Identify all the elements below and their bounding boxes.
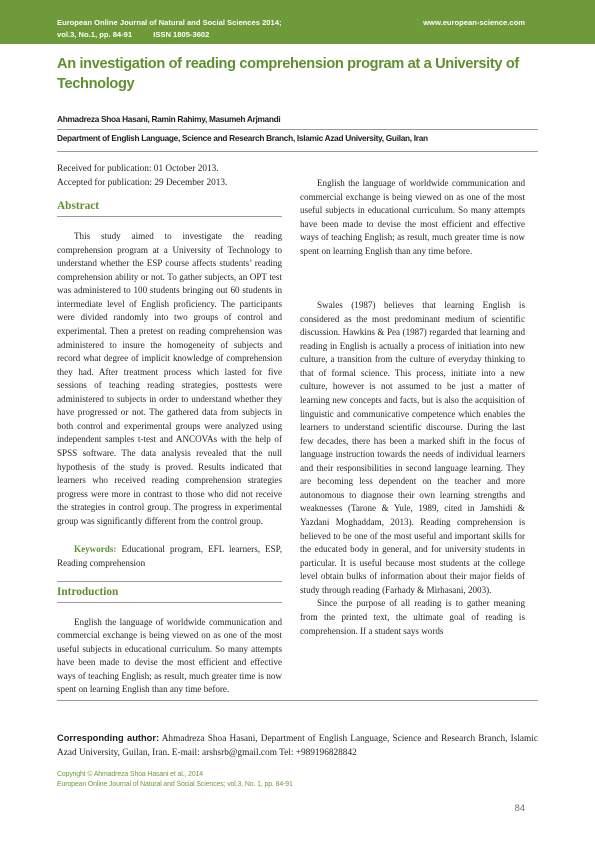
introduction-paragraph-3: Since the purpose of all reading is to gather meaning from the printed text, the ultimate goal of reading is comprehension. If a student says words [300, 598, 525, 636]
copyright-line: Copyright © Ahmadreza Shoa Hasani et al., 2014 [57, 771, 204, 778]
divider [57, 700, 538, 701]
journal-volume-line: vol.3, No.1, pp. 84-91 ISSN 1805-3602 [57, 29, 210, 39]
divider [57, 129, 538, 130]
introduction-p1-left [57, 616, 282, 695]
article-title: An investigation of reading comprehension program at a University of Technology [57, 56, 519, 92]
received-date: Received for publication: 01 October 2013. [57, 164, 219, 174]
introduction-heading: Introduction [57, 585, 119, 598]
introduction-paragraph-1-continued: English the language of worldwide communication and commercial exchange is being viewed on as one of the most useful subjects in educational curriculum. So many attempts have been made to devise the most efficient and effective ways of teaching English; as result, much greater time is now spent on learning English than any time before. [300, 178, 525, 256]
right-column [300, 178, 525, 638]
article-authors: Ahmadreza Shoa Hasani, Ramin Rahimy, Masumeh Arjmandi [57, 114, 281, 124]
divider [57, 602, 282, 603]
journal-website[interactable]: www.european-science.com [423, 18, 525, 27]
corresponding-author-label: Corresponding author: [57, 733, 160, 743]
keywords [57, 543, 282, 570]
abstract-text: This study aimed to investigate the reading comprehension program at a University of Technology to understand whether the ESP course affects students’ reading comprehension ability or not. To gather subjects, an OPT test was administered to 100 students bringing out 60 students in intermediate level of English proficiency. The participants were divided randomly into two groups of control and experimental. Then a pretest on reading comprehension was administered to insure the homogeneity of subjects and record what degree of implicit knowledge of comprehension they had. After treatment process which lasted for five sessions of teaching reading strategies, posttests were administered to subjects in order to understand whether they have progressed or not. The gathered data from subjects in both control and experimental groups were analyzed using independent samples t-test and ANCOVAs with the help of SPSS software. The data analysis revealed that the null hypothesis of the study is proved. Results indicated that learners who received reading comprehension strategies progress were more in contrast to those who did not receive the strategies in control group. The progress in experimental group was significantly different from the control group. [57, 231, 282, 526]
introduction-paragraph-1: English the language of worldwide communication and commercial exchange is being viewed on as one of the most useful subjects in educational curriculum. So many attempts have been made to devise the most efficient and effective ways of teaching English; as result, much greater time is now spent on learning English than any time before. [57, 616, 282, 695]
publication-dates [57, 163, 227, 190]
introduction-p1-right [300, 178, 525, 299]
keywords-list: Educational program, EFL learners, ESP, Reading comprehension [57, 544, 282, 568]
corresponding-author-details: Ahmadreza Shoa Hasani, Department of English Language, Science and Research Branch, Islamic Azad University, Guilan, Iran. E-mail: arshsrb@gmail.com Tel: +989196828842 [57, 734, 538, 759]
accepted-date: Accepted for publication: 29 December 2013. [57, 177, 228, 188]
keywords-label: Keywords: [74, 544, 117, 555]
journal-header-bar [0, 0, 595, 44]
citation-line: European Online Journal of Natural and Social Sciences; vol.3, No. 1, pp. 84-91 [57, 781, 293, 788]
introduction-section [57, 581, 282, 695]
corresponding-author [57, 731, 538, 761]
article-affiliation: Department of English Language, Science and Research Branch, Islamic Azad University, Guilan, Iran [57, 133, 428, 143]
abstract-heading: Abstract [57, 200, 100, 212]
journal-name-line: European Online Journal of Natural and Social Sciences 2014; [57, 18, 282, 27]
divider [57, 216, 282, 217]
page-footer [57, 770, 293, 790]
introduction-paragraph-2: Swales (1987) believes that learning English is considered as the most predominant medium of scientific discussion. Hawkins & Pea (1987) regarded that learning and reading in English is actually a process of initiation into new culture, a transition from the culture of everyday thinking to that of formal science. This process, initiate into a new culture, however is not assumed to be just a matter of learning new concepts and facts, but is also the acquisition of linguistic and communicative competence which enables the learners to understand scientific discourse. During the last few decades, there has been a marked shift in the focus of language instruction towards the needs of individual learners and their responsibilities in second language learning. They are becoming less dependent on the teacher and more autonomous to diagnose their own learning strengths and weaknesses (Tarone & Yule, 1989, cited in Jamshidi & Yazdani Moghaddam, 2013). Reading comprehension is believed to be one of the most useful and important skills for the educated body in general, and for university students in particular. It is useful because most students at the college level obtain bulks of information about their major fields of study through reading (Farhady & Mirhasani, 2003). [300, 300, 525, 595]
page-number: 84 [514, 803, 525, 813]
left-column [57, 196, 282, 695]
journal-info [57, 17, 282, 40]
divider [57, 151, 538, 152]
